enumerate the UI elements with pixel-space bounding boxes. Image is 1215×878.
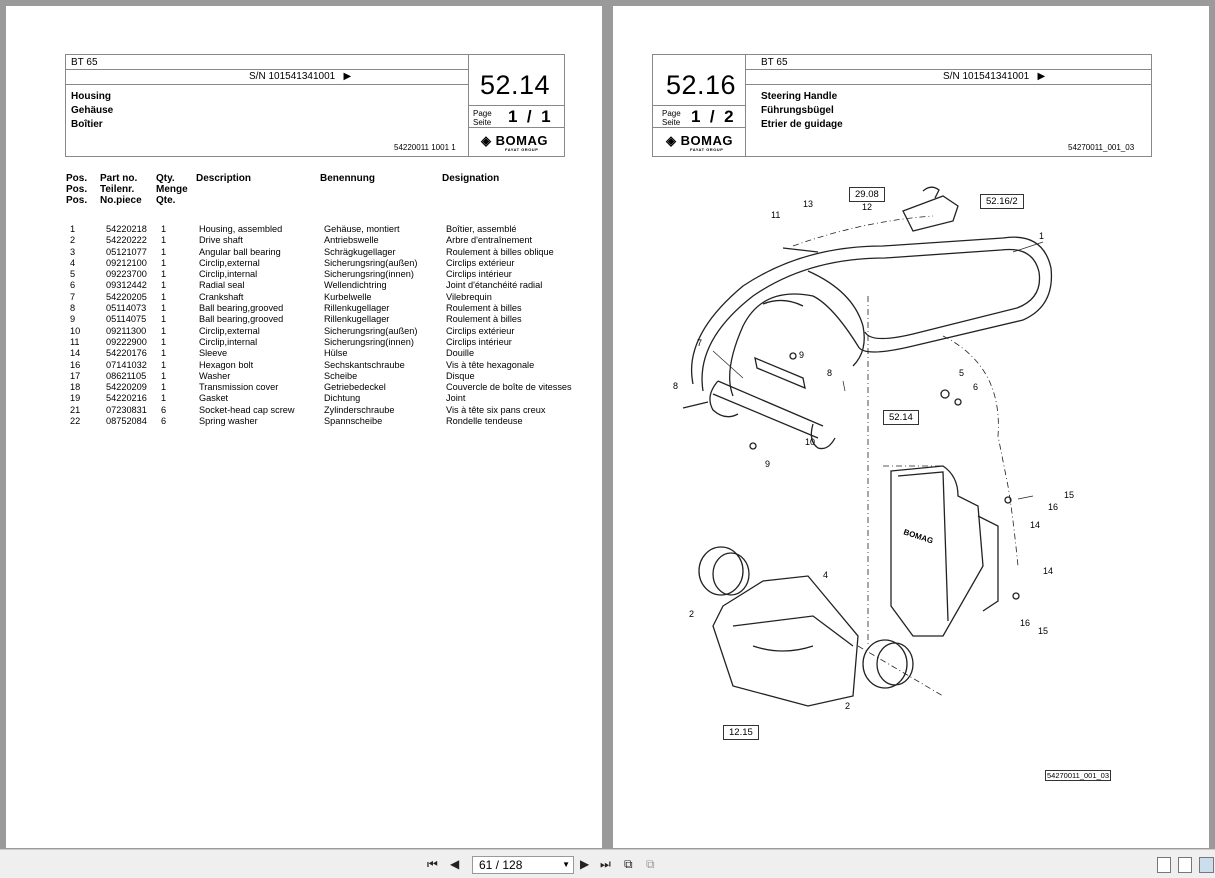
handle-shaft (713, 381, 823, 438)
cell-pos: 8 (70, 303, 76, 314)
cell-fr: Roulement à billes (446, 303, 522, 314)
callout-label: 9 (765, 459, 771, 469)
cell-de: Wellendichtring (324, 280, 387, 291)
cell-pos: 7 (70, 291, 76, 302)
right-serial: S/N 101541341001 ▶ (943, 71, 1046, 82)
next-page-icon[interactable]: ▶ (580, 857, 590, 871)
cell-part: 07141032 (106, 359, 147, 370)
cell-desc: Crankshaft (199, 291, 244, 302)
viewer-toolbar (0, 849, 1215, 878)
cell-desc: Sleeve (199, 348, 228, 359)
single-page-view-icon[interactable] (1157, 857, 1171, 873)
left-title-en: Housing (71, 91, 111, 102)
facing-view-icon[interactable] (1199, 857, 1214, 873)
cell-fr: Vis à tête six pans creux (446, 404, 546, 415)
right-title-fr: Etrier de guidage (761, 119, 843, 130)
cell-desc: Circlip,internal (199, 336, 258, 347)
cell-de: Hülse (324, 348, 348, 359)
cell-desc: Hexagon bolt (199, 359, 254, 370)
cell-de: Kurbelwelle (324, 291, 372, 302)
cell-qty: 1 (161, 348, 167, 359)
upper-bracket (903, 196, 958, 231)
col-description: Description (196, 173, 252, 184)
cell-part: 09312442 (106, 280, 147, 291)
cell-desc: Angular ball bearing (199, 246, 281, 257)
cell-pos: 5 (70, 269, 76, 280)
cell-pos: 21 (70, 404, 81, 415)
cell-fr: Roulement à billes (446, 314, 522, 325)
left-doc-code: 54220011 1001 1 (394, 143, 456, 152)
cell-de: Sicherungsring(innen) (324, 269, 414, 280)
cell-pos: 22 (70, 416, 81, 427)
cell-pos: 3 (70, 246, 76, 257)
cell-de: Sicherungsring(innen) (324, 336, 414, 347)
ref-box-29-08[interactable]: 29.08 (849, 187, 885, 202)
callout-label: 1 (1039, 231, 1045, 241)
callout-label: 8 (673, 381, 679, 391)
callout-label: 14 (1030, 520, 1041, 530)
housing-brand-label: BOMAG (902, 527, 935, 546)
cell-desc: Spring washer (199, 416, 258, 427)
callout-label: 9 (799, 350, 805, 360)
dropdown-icon[interactable]: ▼ (562, 860, 570, 869)
callout-label: 2 (845, 701, 851, 711)
cell-pos: 4 (70, 257, 76, 268)
bomag-diamond-icon: ◈ (481, 133, 492, 148)
callout-label: 14 (1043, 566, 1054, 576)
cell-qty: 1 (161, 336, 167, 347)
exploded-parts-drawing (613, 6, 1209, 848)
cell-qty: 1 (161, 314, 167, 325)
cell-fr: Couvercle de boîte de vitesses (446, 382, 572, 393)
left-title-de: Gehäuse (71, 105, 114, 116)
ref-box-12-15[interactable]: 12.15 (723, 725, 759, 740)
cell-qty: 1 (161, 291, 167, 302)
cell-pos: 19 (70, 393, 81, 404)
cell-de: Getriebedeckel (324, 382, 386, 393)
callout-label: 6 (973, 382, 979, 392)
callout-label: 16 (1020, 618, 1031, 628)
cell-qty: 1 (161, 257, 167, 268)
cell-desc: Ball bearing,grooved (199, 303, 284, 314)
callout-label: 4 (823, 570, 829, 580)
cell-qty: 1 (161, 246, 167, 257)
cell-qty: 1 (161, 224, 167, 234)
cell-desc: Transmission cover (199, 382, 279, 393)
cell-qty: 1 (161, 303, 167, 314)
cell-part: 05114075 (106, 314, 147, 325)
go-forward-view-icon[interactable]: ⧉ (646, 857, 655, 871)
callout-label: 12 (862, 202, 873, 212)
ref-box-52-16-2[interactable]: 52.16/2 (980, 194, 1024, 209)
right-page-label: Page Seite (662, 109, 681, 127)
cell-part: 09222900 (106, 336, 147, 347)
callout-label: 2 (689, 609, 695, 619)
cell-pos: 16 (70, 359, 81, 370)
ref-box-52-14[interactable]: 52.14 (883, 410, 919, 425)
cell-pos: 9 (70, 314, 76, 325)
cell-de: Rillenkugellager (324, 314, 390, 325)
cell-desc: Washer (199, 370, 231, 381)
cell-de: Dichtung (324, 393, 361, 404)
col-qty: Qty. Menge Qte. (156, 173, 188, 206)
cell-desc: Ball bearing,grooved (199, 314, 284, 325)
right-bomag-logo: ◈ BOMAG FAYAT GROUP (666, 133, 733, 152)
housing-cover (891, 466, 983, 636)
left-page-count: 1 / 1 (508, 107, 551, 126)
cell-pos: 1 (70, 224, 76, 234)
col-benennung: Benennung (320, 173, 375, 184)
col-pos: Pos. Pos. Pos. (66, 173, 88, 206)
col-part: Part no. Teilenr. No.piece (100, 173, 142, 206)
go-back-view-icon[interactable]: ⧉ (624, 857, 633, 871)
cell-desc: Socket-head cap screw (199, 404, 295, 415)
cell-fr: Vis à tête hexagonale (446, 359, 535, 370)
cell-qty: 1 (161, 359, 167, 370)
right-title-en: Steering Handle (761, 91, 838, 102)
right-doc-code: 54270011_001_03 (1068, 143, 1135, 152)
right-section-number: 52.16 (666, 70, 737, 100)
drawing-id-label: 54270011_001_03 (1047, 771, 1110, 780)
cell-qty: 1 (161, 382, 167, 393)
cell-fr: Rondelle tendeuse (446, 416, 523, 427)
cell-part: 54220205 (106, 291, 147, 302)
cell-qty: 1 (161, 393, 167, 404)
cell-de: Scheibe (324, 370, 358, 381)
cell-desc: Radial seal (199, 280, 245, 291)
col-designation: Designation (442, 173, 500, 184)
cell-fr: Circlips extérieur (446, 325, 515, 336)
cell-fr: Circlips intérieur (446, 269, 512, 280)
left-serial: S/N 101541341001 ▶ (249, 71, 352, 82)
cell-de: Zylinderschraube (324, 404, 395, 415)
right-model: BT 65 (761, 57, 788, 68)
cell-pos: 2 (70, 235, 76, 246)
callout-label: 8 (827, 368, 833, 378)
cell-qty: 1 (161, 370, 167, 381)
cell-pos: 14 (70, 348, 81, 359)
cell-pos: 10 (70, 325, 81, 336)
cell-de: Sechskantschraube (324, 359, 405, 370)
cell-part: 54220222 (106, 235, 147, 246)
cell-fr: Disque (446, 370, 475, 381)
cell-part: 54220218 (106, 224, 147, 234)
cell-part: 54220216 (106, 393, 147, 404)
cell-pos: 18 (70, 382, 81, 393)
cell-qty: 6 (161, 416, 167, 427)
callout-label: 15 (1038, 626, 1049, 636)
cell-fr: Douille (446, 348, 475, 359)
cell-fr: Boîtier, assemblé (446, 224, 517, 234)
cell-desc: Housing, assembled (199, 224, 283, 234)
cell-de: Gehäuse, montiert (324, 224, 400, 234)
cell-fr: Joint d'étanchéité radial (446, 280, 543, 291)
cell-desc: Drive shaft (199, 235, 243, 246)
prev-page-icon[interactable]: ◀ (450, 857, 460, 871)
cell-qty: 1 (161, 325, 167, 336)
cell-part: 08621105 (106, 370, 147, 381)
cell-part: 05114073 (106, 303, 147, 314)
left-page-label: Page Seite (473, 109, 492, 127)
cell-qty: 1 (161, 269, 167, 280)
callout-label: 15 (1064, 490, 1075, 500)
cell-de: Sicherungsring(außen) (324, 325, 418, 336)
callout-label: 7 (697, 338, 703, 348)
continuous-view-icon[interactable] (1178, 857, 1192, 873)
callout-label: 13 (803, 199, 814, 209)
cell-fr: Circlips extérieur (446, 257, 515, 268)
left-title-fr: Boîtier (71, 119, 103, 130)
callout-label: 10 (805, 437, 816, 447)
left-section-number: 52.14 (480, 70, 551, 100)
cell-qty: 1 (161, 280, 167, 291)
first-page-icon[interactable]: ⏮ (427, 857, 438, 871)
base-plate (713, 576, 858, 706)
cell-part: 05121077 (106, 246, 147, 257)
cell-fr: Vilebrequin (446, 291, 492, 302)
callout-label: 11 (771, 210, 781, 220)
callout-label: 5 (959, 368, 965, 378)
cell-pos: 6 (70, 280, 76, 291)
cell-de: Schrägkugellager (324, 246, 396, 257)
cell-de: Antriebswelle (324, 235, 379, 246)
cell-de: Sicherungsring(außen) (324, 257, 418, 268)
cell-desc: Circlip,external (199, 325, 260, 336)
right-title-de: Führungsbügel (761, 105, 834, 116)
callout-label: 16 (1048, 502, 1059, 512)
steering-handle-frame (692, 237, 1052, 396)
cell-part: 54220209 (106, 382, 147, 393)
left-header-box (65, 54, 565, 157)
left-page (6, 6, 602, 848)
cell-fr: Arbre d'entraînement (446, 235, 533, 246)
cell-part: 09223700 (106, 269, 147, 280)
cell-fr: Joint (446, 393, 466, 404)
cell-part: 09211300 (106, 325, 147, 336)
right-page (613, 6, 1209, 848)
cell-part: 08752084 (106, 416, 147, 427)
cell-pos: 17 (70, 370, 81, 381)
cell-desc: Circlip,external (199, 257, 260, 268)
last-page-icon[interactable]: ⏭ (600, 857, 611, 871)
cell-de: Rillenkugellager (324, 303, 390, 314)
page-number-field[interactable]: 61 / 128 ▼ (472, 856, 574, 874)
cell-qty: 1 (161, 235, 167, 246)
cell-part: 09212100 (106, 257, 147, 268)
bomag-diamond-icon: ◈ (666, 133, 677, 148)
cell-fr: Roulement à billes oblique (446, 246, 554, 257)
cell-part: 07230831 (106, 404, 147, 415)
cell-qty: 6 (161, 404, 167, 415)
right-page-count: 1 / 2 (691, 107, 734, 126)
left-model: BT 65 (71, 57, 98, 68)
cell-part: 54220176 (106, 348, 147, 359)
left-bomag-logo: ◈ BOMAG FAYAT GROUP (481, 133, 548, 152)
cell-desc: Circlip,internal (199, 269, 258, 280)
cell-de: Spannscheibe (324, 416, 383, 427)
cell-fr: Circlips intérieur (446, 336, 512, 347)
cell-desc: Gasket (199, 393, 229, 404)
cell-pos: 11 (70, 336, 80, 347)
